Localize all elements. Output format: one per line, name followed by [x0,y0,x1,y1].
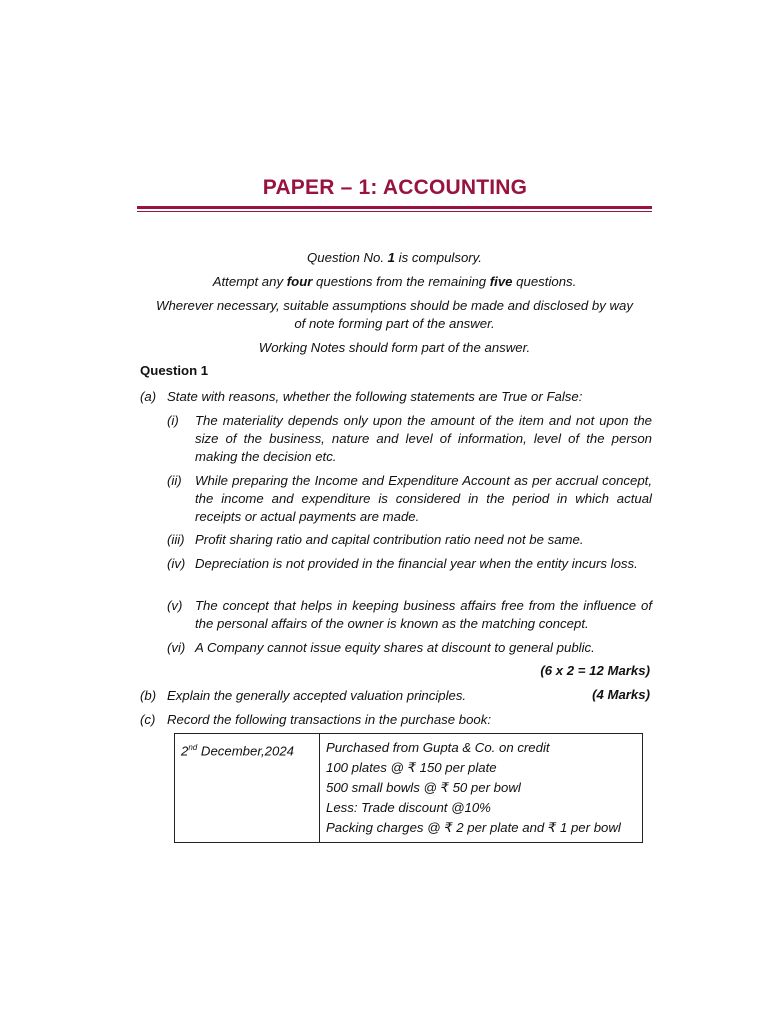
instruction-working-notes: Working Notes should form part of the answer. [258,340,531,355]
item-number: (vi) [167,640,186,655]
item-text: The materiality depends only upon the amount of the item and not upon the size of the business, nature and level of information, level of the person making the decision etc. [195,413,652,464]
purchase-transactions-table [174,733,643,843]
item-number: (v) [167,598,183,613]
detail-line: 100 plates @ ₹ 150 per plate [326,760,497,775]
page-title: PAPER – 1: ACCOUNTING [262,176,528,199]
transaction-details [320,734,643,843]
list-item [167,555,652,573]
part-a-marks: (6 x 2 = 12 Marks) [540,663,650,678]
part-c-text: Record the following transactions in the purchase book: [167,712,492,727]
part-a-text: State with reasons, whether the following statements are True or False: [167,389,583,404]
item-text: Depreciation is not provided in the financial year when the entity incurs loss. [195,556,638,571]
instruction-attempt: Attempt any four questions from the remaining five questions. [212,274,577,289]
item-text: The concept that helps in keeping business affairs free from the influence of the personal affairs of the owner is known as the matching concept. [195,598,652,631]
list-item [167,531,652,549]
item-number: (iii) [167,532,185,547]
detail-line: Packing charges @ ₹ 2 per plate and ₹ 1 per bowl [326,820,621,835]
list-item [167,472,652,526]
detail-line: Less: Trade discount @10% [326,800,491,815]
item-text: Profit sharing ratio and capital contribution ratio need not be same. [195,532,584,547]
instruction-assumptions: Wherever necessary, suitable assumptions should be made and disclosed by way of note forming part of the answer. [156,298,633,331]
item-number: (iv) [167,556,186,571]
detail-line: 500 small bowls @ ₹ 50 per bowl [326,780,521,795]
list-item [167,639,652,657]
list-item [167,597,652,633]
item-text: A Company cannot issue equity shares at discount to general public. [195,640,595,655]
title-rule-thick [137,206,652,209]
part-b-text: Explain the generally accepted valuation principles. [167,688,467,703]
table-row [175,734,643,843]
part-b-marker: (b) [140,688,157,703]
transaction-date: 2nd December,2024 [175,734,320,843]
question-heading: Question 1 [140,363,209,378]
part-b-marks: (4 Marks) [592,687,650,702]
part-c-marker: (c) [140,712,156,727]
part-a-marker: (a) [140,389,157,404]
title-rule-thin [137,211,652,212]
item-number: (ii) [167,473,182,488]
item-number: (i) [167,413,179,428]
detail-line: Purchased from Gupta & Co. on credit [326,740,550,755]
list-item [167,412,652,466]
item-text: While preparing the Income and Expenditure Account as per accrual concept, the income and expenditure is considered in the period in which actual receipts or actual payments are made. [195,473,652,524]
instruction-compulsory: Question No. 1 is compulsory. [307,250,482,265]
